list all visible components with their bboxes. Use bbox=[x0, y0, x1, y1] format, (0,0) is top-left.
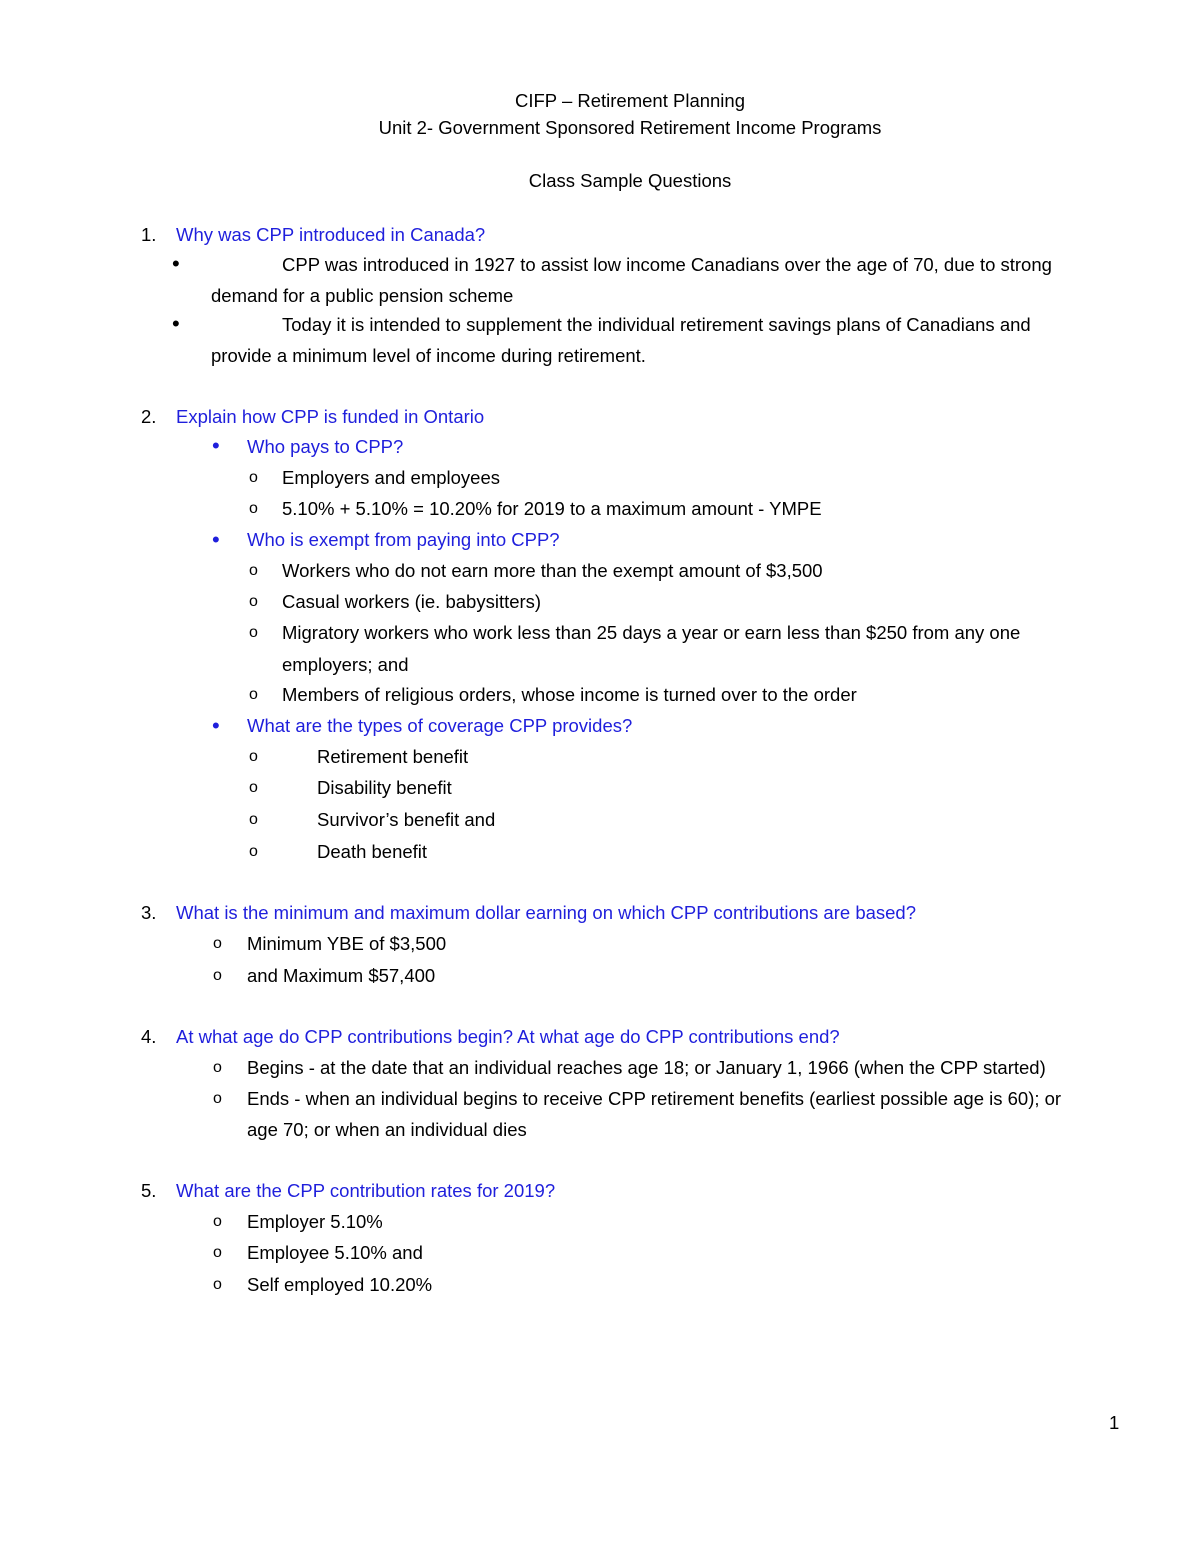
list-marker-icon: o bbox=[249, 843, 258, 860]
list-item: Survivor’s benefit and bbox=[317, 809, 496, 830]
list-marker-icon: o bbox=[249, 562, 258, 579]
list-item: Disability benefit bbox=[317, 777, 452, 798]
answer-text: Today it is intended to supplement the individual retirement savings plans of Canadians and bbox=[282, 314, 1031, 335]
list-item: and Maximum $57,400 bbox=[247, 965, 436, 986]
sub-question: Who is exempt from paying into CPP? bbox=[247, 529, 560, 550]
bullet-icon: • bbox=[212, 527, 220, 552]
answer-text: demand for a public pension scheme bbox=[211, 285, 514, 306]
list-item: Employer 5.10% bbox=[247, 1211, 383, 1232]
list-item: employers; and bbox=[282, 654, 409, 675]
list-marker-icon: o bbox=[249, 686, 258, 703]
list-marker-icon: o bbox=[213, 1244, 222, 1261]
question-number: 1. bbox=[141, 224, 157, 245]
list-marker-icon: o bbox=[213, 1213, 222, 1230]
sub-question: What are the types of coverage CPP provides? bbox=[247, 715, 633, 736]
list-item: Minimum YBE of $3,500 bbox=[247, 933, 447, 954]
question-4-text: At what age do CPP contributions begin? At what age do CPP contributions end? bbox=[176, 1026, 840, 1047]
answer-text: provide a minimum level of income during retirement. bbox=[211, 345, 646, 366]
list-item: Migratory workers who work less than 25 days a year or earn less than $250 from any one bbox=[282, 622, 1021, 643]
list-item: Retirement benefit bbox=[317, 746, 469, 767]
list-item: age 70; or when an individual dies bbox=[247, 1119, 527, 1140]
list-item: Members of religious orders, whose income is turned over to the order bbox=[282, 684, 857, 705]
list-marker-icon: o bbox=[249, 748, 258, 765]
question-2-text: Explain how CPP is funded in Ontario bbox=[176, 406, 485, 427]
page-number: 1 bbox=[1109, 1412, 1120, 1433]
list-marker-icon: o bbox=[249, 469, 258, 486]
bullet-icon: • bbox=[172, 311, 180, 336]
list-item: Ends - when an individual begins to receive CPP retirement benefits (earliest possible age is 60); or bbox=[247, 1088, 1062, 1109]
list-marker-icon: o bbox=[249, 500, 258, 517]
question-number: 4. bbox=[141, 1026, 157, 1047]
list-marker-icon: o bbox=[249, 811, 258, 828]
question-5-text: What are the CPP contribution rates for 2019? bbox=[176, 1180, 556, 1201]
question-number: 2. bbox=[141, 406, 157, 427]
question-number: 5. bbox=[141, 1180, 157, 1201]
unit-title: Unit 2- Government Sponsored Retirement Income Programs bbox=[378, 117, 882, 138]
list-item: 5.10% + 5.10% = 10.20% for 2019 to a maximum amount - YMPE bbox=[282, 498, 822, 519]
list-marker-icon: o bbox=[249, 624, 258, 641]
list-marker-icon: o bbox=[213, 967, 222, 984]
list-item: Death benefit bbox=[317, 841, 428, 862]
section-subtitle: Class Sample Questions bbox=[528, 170, 732, 191]
list-marker-icon: o bbox=[249, 593, 258, 610]
list-item: Casual workers (ie. babysitters) bbox=[282, 591, 542, 612]
list-marker-icon: o bbox=[213, 935, 222, 952]
list-item: Employee 5.10% and bbox=[247, 1242, 423, 1263]
list-marker-icon: o bbox=[213, 1059, 222, 1076]
bullet-icon: • bbox=[212, 433, 220, 458]
document-title: CIFP – Retirement Planning bbox=[515, 90, 745, 111]
question-number: 3. bbox=[141, 902, 157, 923]
list-item: Employers and employees bbox=[282, 467, 500, 488]
list-item: Self employed 10.20% bbox=[247, 1274, 433, 1295]
list-marker-icon: o bbox=[249, 779, 258, 796]
question-1-text: Why was CPP introduced in Canada? bbox=[176, 224, 486, 245]
list-item: Begins - at the date that an individual reaches age 18; or January 1, 1966 (when the CPP started) bbox=[247, 1057, 1046, 1078]
list-marker-icon: o bbox=[213, 1276, 222, 1293]
question-3-text: What is the minimum and maximum dollar earning on which CPP contributions are based? bbox=[176, 902, 917, 923]
answer-text: CPP was introduced in 1927 to assist low income Canadians over the age of 70, due to strong bbox=[282, 254, 1052, 275]
bullet-icon: • bbox=[212, 713, 220, 738]
sub-question: Who pays to CPP? bbox=[247, 436, 404, 457]
bullet-icon: • bbox=[172, 251, 180, 276]
list-marker-icon: o bbox=[213, 1090, 222, 1107]
list-item: Workers who do not earn more than the exempt amount of $3,500 bbox=[282, 560, 823, 581]
